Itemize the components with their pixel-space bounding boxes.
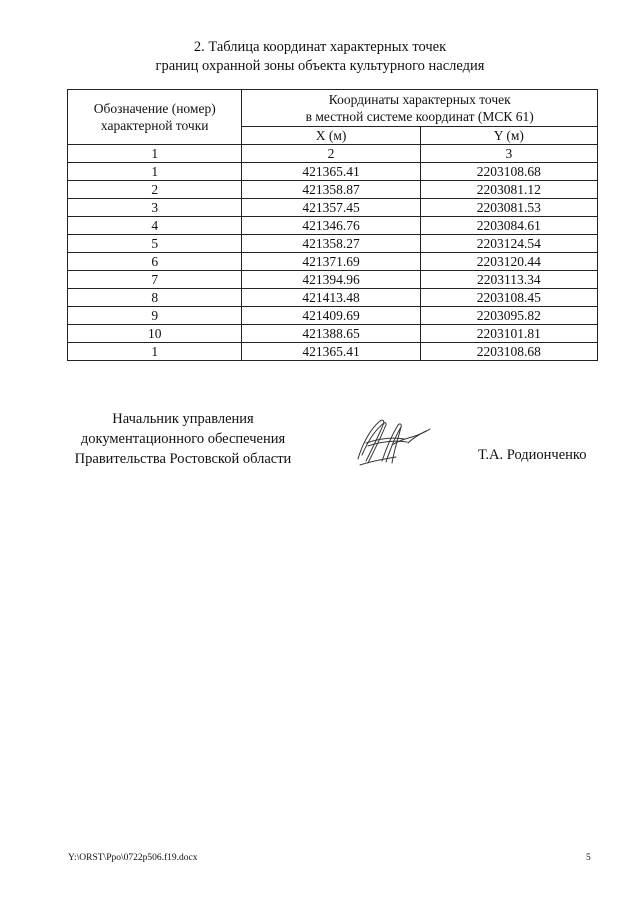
table-row: [68, 199, 598, 217]
y-coordinate-cell: 2203081.12: [420, 181, 597, 199]
header-point-number-line-1: Обозначение (номер): [93, 101, 216, 116]
table-row: [68, 253, 598, 271]
column-number-2: 2: [242, 145, 420, 163]
signer-position-line-2: документационного обеспечения: [80, 431, 286, 447]
header-row: [68, 90, 598, 127]
point-number-cell: 5: [68, 235, 242, 253]
table-row: [68, 289, 598, 307]
point-number-cell: 8: [68, 289, 242, 307]
point-number-cell: 1: [68, 163, 242, 181]
x-coordinate-cell: 421358.87: [242, 181, 420, 199]
column-number-3: 3: [420, 145, 597, 163]
header-coordinates-line-2: в местной системе координат (МСК 61): [305, 109, 534, 124]
x-coordinate-cell: 421358.27: [242, 235, 420, 253]
y-coordinate-cell: 2203084.61: [420, 217, 597, 235]
page-number: 5: [586, 853, 591, 863]
table-row: [68, 343, 598, 361]
x-coordinate-cell: 421371.69: [242, 253, 420, 271]
coordinates-rows: [68, 163, 598, 361]
point-number-cell: 10: [68, 325, 242, 343]
y-coordinate-cell: 2203081.53: [420, 199, 597, 217]
header-point-number-line-2: характерной точки: [100, 118, 209, 133]
table-row: [68, 181, 598, 199]
point-number-cell: 6: [68, 253, 242, 271]
signer-name: Т.А. Родионченко: [478, 447, 587, 463]
table-row: [68, 163, 598, 181]
header-y: Y (м): [420, 127, 597, 145]
coordinates-table: [67, 89, 598, 361]
point-number-cell: 4: [68, 217, 242, 235]
point-number-cell: 9: [68, 307, 242, 325]
column-number-row: [68, 145, 598, 163]
x-coordinate-cell: 421346.76: [242, 217, 420, 235]
table-title: [0, 38, 640, 76]
header-point-number: [68, 90, 242, 145]
y-coordinate-cell: 2203101.81: [420, 325, 597, 343]
signer-position: [62, 409, 304, 469]
title-line-2: границ охранной зоны объекта культурного наследия: [155, 58, 485, 74]
y-coordinate-cell: 2203108.68: [420, 163, 597, 181]
x-coordinate-cell: 421365.41: [242, 163, 420, 181]
x-coordinate-cell: 421394.96: [242, 271, 420, 289]
point-number-cell: 7: [68, 271, 242, 289]
signer-position-line-3: Правительства Ростовской области: [74, 451, 292, 467]
table-row: [68, 217, 598, 235]
x-coordinate-cell: 421388.65: [242, 325, 420, 343]
header-x: X (м): [242, 127, 420, 145]
x-coordinate-cell: 421409.69: [242, 307, 420, 325]
title-line-1: 2. Таблица координат характерных точек: [193, 39, 447, 55]
y-coordinate-cell: 2203108.68: [420, 343, 597, 361]
point-number-cell: 2: [68, 181, 242, 199]
x-coordinate-cell: 421365.41: [242, 343, 420, 361]
signer-position-line-1: Начальник управления: [112, 411, 254, 427]
point-number-cell: 3: [68, 199, 242, 217]
point-number-cell: 1: [68, 343, 242, 361]
y-coordinate-cell: 2203124.54: [420, 235, 597, 253]
table-row: [68, 235, 598, 253]
header-coordinates: [242, 90, 598, 127]
y-coordinate-cell: 2203095.82: [420, 307, 597, 325]
table-row: [68, 307, 598, 325]
header-coordinates-line-1: Координаты характерных точек: [328, 92, 511, 107]
table-row: [68, 325, 598, 343]
y-coordinate-cell: 2203108.45: [420, 289, 597, 307]
handwritten-signature: [352, 415, 432, 467]
footer-file-path: Y:\ORST\Ppo\0722p506.f19.docx: [68, 853, 198, 863]
y-coordinate-cell: 2203120.44: [420, 253, 597, 271]
column-number-1: 1: [68, 145, 242, 163]
table-row: [68, 271, 598, 289]
x-coordinate-cell: 421357.45: [242, 199, 420, 217]
y-coordinate-cell: 2203113.34: [420, 271, 597, 289]
x-coordinate-cell: 421413.48: [242, 289, 420, 307]
